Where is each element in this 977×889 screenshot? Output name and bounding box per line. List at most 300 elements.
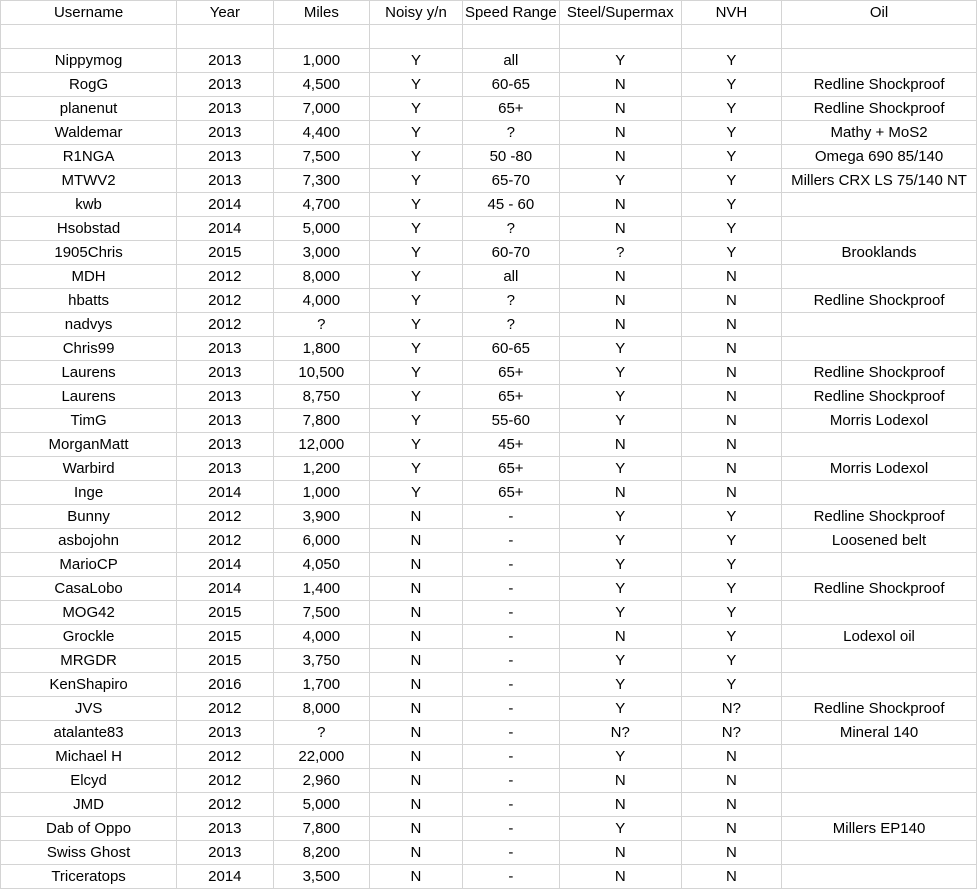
steel-supermax-cell[interactable]: ? [559,241,681,265]
noisy-cell[interactable]: N [370,721,463,745]
miles-cell[interactable]: 1,800 [273,337,370,361]
miles-cell[interactable]: 3,750 [273,649,370,673]
steel-supermax-cell[interactable]: Y [559,49,681,73]
nvh-cell[interactable]: N [681,385,781,409]
noisy-cell[interactable]: N [370,841,463,865]
speed-range-cell[interactable]: - [462,577,559,601]
year-cell[interactable]: 2015 [177,601,273,625]
nvh-cell[interactable]: Y [681,577,781,601]
year-cell[interactable]: 2012 [177,529,273,553]
noisy-cell[interactable]: Y [370,289,463,313]
oil-cell[interactable]: Redline Shockproof [782,697,977,721]
nvh-cell[interactable]: N [681,433,781,457]
username-cell[interactable]: Elcyd [1,769,177,793]
year-cell[interactable]: 2014 [177,553,273,577]
year-cell[interactable]: 2013 [177,841,273,865]
speed-range-cell[interactable]: 45+ [462,433,559,457]
nvh-cell[interactable]: N [681,817,781,841]
noisy-cell[interactable]: N [370,625,463,649]
oil-cell[interactable] [782,769,977,793]
username-cell[interactable]: Michael H [1,745,177,769]
nvh-cell[interactable]: N [681,481,781,505]
noisy-cell[interactable]: Y [370,145,463,169]
steel-supermax-cell[interactable]: Y [559,673,681,697]
steel-supermax-cell[interactable]: Y [559,169,681,193]
year-cell[interactable]: 2012 [177,697,273,721]
steel-supermax-cell[interactable]: Y [559,457,681,481]
year-cell[interactable]: 2014 [177,217,273,241]
steel-supermax-cell[interactable]: N [559,217,681,241]
username-cell[interactable]: MarioCP [1,553,177,577]
username-cell[interactable]: TimG [1,409,177,433]
speed-range-cell[interactable]: - [462,721,559,745]
username-cell[interactable]: planenut [1,97,177,121]
steel-supermax-cell[interactable]: Y [559,505,681,529]
header-steel-supermax[interactable]: Steel/Supermax [559,1,681,25]
steel-supermax-cell[interactable] [559,25,681,49]
oil-cell[interactable]: Brooklands [782,241,977,265]
speed-range-cell[interactable]: - [462,673,559,697]
steel-supermax-cell[interactable]: Y [559,577,681,601]
miles-cell[interactable]: 1,200 [273,457,370,481]
noisy-cell[interactable]: N [370,601,463,625]
noisy-cell[interactable]: Y [370,313,463,337]
year-cell[interactable]: 2013 [177,721,273,745]
oil-cell[interactable]: Redline Shockproof [782,577,977,601]
steel-supermax-cell[interactable]: N [559,97,681,121]
oil-cell[interactable]: Millers CRX LS 75/140 NT [782,169,977,193]
oil-cell[interactable]: Redline Shockproof [782,505,977,529]
oil-cell[interactable] [782,25,977,49]
year-cell[interactable]: 2013 [177,457,273,481]
year-cell[interactable]: 2012 [177,313,273,337]
oil-cell[interactable] [782,433,977,457]
username-cell[interactable]: Bunny [1,505,177,529]
username-cell[interactable]: MorganMatt [1,433,177,457]
steel-supermax-cell[interactable]: N [559,481,681,505]
steel-supermax-cell[interactable]: Y [559,553,681,577]
speed-range-cell[interactable]: - [462,505,559,529]
header-speed-range[interactable]: Speed Range [462,1,559,25]
miles-cell[interactable]: 7,300 [273,169,370,193]
oil-cell[interactable]: Lodexol oil [782,625,977,649]
year-cell[interactable]: 2014 [177,865,273,889]
username-cell[interactable]: Grockle [1,625,177,649]
nvh-cell[interactable]: Y [681,169,781,193]
username-cell[interactable]: asbojohn [1,529,177,553]
miles-cell[interactable]: ? [273,313,370,337]
header-nvh[interactable]: NVH [681,1,781,25]
oil-cell[interactable] [782,673,977,697]
speed-range-cell[interactable]: - [462,625,559,649]
noisy-cell[interactable]: Y [370,337,463,361]
noisy-cell[interactable]: Y [370,385,463,409]
steel-supermax-cell[interactable]: Y [559,601,681,625]
noisy-cell[interactable]: Y [370,409,463,433]
speed-range-cell[interactable]: 65+ [462,97,559,121]
miles-cell[interactable]: 1,000 [273,49,370,73]
noisy-cell[interactable]: Y [370,169,463,193]
username-cell[interactable]: Swiss Ghost [1,841,177,865]
year-cell[interactable]: 2013 [177,433,273,457]
nvh-cell[interactable]: N? [681,721,781,745]
steel-supermax-cell[interactable]: N [559,625,681,649]
miles-cell[interactable]: 5,000 [273,793,370,817]
speed-range-cell[interactable]: all [462,265,559,289]
nvh-cell[interactable]: N [681,745,781,769]
year-cell[interactable]: 2012 [177,745,273,769]
year-cell[interactable]: 2013 [177,121,273,145]
steel-supermax-cell[interactable]: N [559,841,681,865]
steel-supermax-cell[interactable]: Y [559,337,681,361]
noisy-cell[interactable]: Y [370,265,463,289]
oil-cell[interactable] [782,193,977,217]
year-cell[interactable]: 2013 [177,361,273,385]
username-cell[interactable]: Inge [1,481,177,505]
speed-range-cell[interactable]: - [462,769,559,793]
noisy-cell[interactable]: N [370,865,463,889]
nvh-cell[interactable]: Y [681,241,781,265]
oil-cell[interactable] [782,865,977,889]
nvh-cell[interactable]: N [681,361,781,385]
nvh-cell[interactable] [681,25,781,49]
miles-cell[interactable]: 8,000 [273,265,370,289]
speed-range-cell[interactable]: - [462,553,559,577]
miles-cell[interactable]: 22,000 [273,745,370,769]
year-cell[interactable]: 2014 [177,193,273,217]
year-cell[interactable]: 2013 [177,145,273,169]
username-cell[interactable] [1,25,177,49]
oil-cell[interactable]: Morris Lodexol [782,409,977,433]
nvh-cell[interactable]: Y [681,529,781,553]
year-cell[interactable]: 2014 [177,577,273,601]
nvh-cell[interactable]: Y [681,121,781,145]
speed-range-cell[interactable]: 55-60 [462,409,559,433]
nvh-cell[interactable]: N [681,337,781,361]
noisy-cell[interactable]: N [370,505,463,529]
year-cell[interactable]: 2013 [177,409,273,433]
miles-cell[interactable]: 10,500 [273,361,370,385]
noisy-cell[interactable]: N [370,553,463,577]
speed-range-cell[interactable]: 60-65 [462,337,559,361]
miles-cell[interactable]: 6,000 [273,529,370,553]
username-cell[interactable]: nadvys [1,313,177,337]
nvh-cell[interactable]: N [681,289,781,313]
miles-cell[interactable] [273,25,370,49]
oil-cell[interactable]: Morris Lodexol [782,457,977,481]
noisy-cell[interactable]: Y [370,73,463,97]
table-row [1,121,977,145]
nvh-cell[interactable]: Y [681,505,781,529]
miles-cell[interactable]: 3,500 [273,865,370,889]
year-cell[interactable]: 2013 [177,49,273,73]
noisy-cell[interactable]: N [370,817,463,841]
miles-cell[interactable]: 3,900 [273,505,370,529]
nvh-cell[interactable]: N [681,793,781,817]
steel-supermax-cell[interactable]: N [559,193,681,217]
steel-supermax-cell[interactable]: N [559,313,681,337]
miles-cell[interactable]: 5,000 [273,217,370,241]
speed-range-cell[interactable]: 65+ [462,385,559,409]
noisy-cell[interactable]: Y [370,361,463,385]
header-miles[interactable]: Miles [273,1,370,25]
steel-supermax-cell[interactable]: N [559,265,681,289]
nvh-cell[interactable]: Y [681,217,781,241]
username-cell[interactable]: RogG [1,73,177,97]
miles-cell[interactable]: 8,000 [273,697,370,721]
steel-supermax-cell[interactable]: N [559,769,681,793]
miles-cell[interactable]: 7,800 [273,817,370,841]
username-cell[interactable]: KenShapiro [1,673,177,697]
year-cell[interactable]: 2016 [177,673,273,697]
speed-range-cell[interactable]: - [462,529,559,553]
noisy-cell[interactable]: Y [370,121,463,145]
speed-range-cell[interactable]: 60-65 [462,73,559,97]
noisy-cell[interactable]: Y [370,217,463,241]
oil-cell[interactable]: Redline Shockproof [782,289,977,313]
steel-supermax-cell[interactable]: Y [559,649,681,673]
noisy-cell[interactable]: N [370,577,463,601]
steel-supermax-cell[interactable]: N [559,121,681,145]
username-cell[interactable]: Waldemar [1,121,177,145]
noisy-cell[interactable]: N [370,793,463,817]
username-cell[interactable]: kwb [1,193,177,217]
year-cell[interactable]: 2013 [177,73,273,97]
nvh-cell[interactable]: Y [681,601,781,625]
miles-cell[interactable]: 8,750 [273,385,370,409]
miles-cell[interactable]: 7,500 [273,145,370,169]
nvh-cell[interactable]: Y [681,97,781,121]
noisy-cell[interactable]: Y [370,481,463,505]
table-row [1,73,977,97]
steel-supermax-cell[interactable]: Y [559,745,681,769]
noisy-cell[interactable]: N [370,649,463,673]
year-cell[interactable]: 2013 [177,337,273,361]
steel-supermax-cell[interactable]: Y [559,817,681,841]
year-cell[interactable] [177,25,273,49]
oil-cell[interactable]: Mathy + MoS2 [782,121,977,145]
year-cell[interactable]: 2014 [177,481,273,505]
miles-cell[interactable]: 7,500 [273,601,370,625]
oil-cell[interactable]: Omega 690 85/140 [782,145,977,169]
username-cell[interactable]: CasaLobo [1,577,177,601]
miles-cell[interactable]: 4,000 [273,289,370,313]
miles-cell[interactable]: 7,800 [273,409,370,433]
noisy-cell[interactable]: Y [370,49,463,73]
year-cell[interactable]: 2012 [177,289,273,313]
speed-range-cell[interactable]: - [462,841,559,865]
miles-cell[interactable]: 4,400 [273,121,370,145]
nvh-cell[interactable]: Y [681,145,781,169]
oil-cell[interactable]: Redline Shockproof [782,361,977,385]
noisy-cell[interactable]: N [370,745,463,769]
speed-range-cell[interactable]: 65+ [462,361,559,385]
speed-range-cell[interactable]: 45 - 60 [462,193,559,217]
username-cell[interactable]: Laurens [1,385,177,409]
oil-cell[interactable] [782,217,977,241]
miles-cell[interactable]: 4,500 [273,73,370,97]
username-cell[interactable]: Hsobstad [1,217,177,241]
noisy-cell[interactable]: Y [370,457,463,481]
username-cell[interactable]: atalante83 [1,721,177,745]
username-cell[interactable]: Laurens [1,361,177,385]
oil-cell[interactable] [782,265,977,289]
username-cell[interactable]: hbatts [1,289,177,313]
steel-supermax-cell[interactable]: N [559,73,681,97]
speed-range-cell[interactable]: - [462,817,559,841]
speed-range-cell[interactable]: 60-70 [462,241,559,265]
oil-cell[interactable] [782,49,977,73]
speed-range-cell[interactable]: ? [462,313,559,337]
speed-range-cell[interactable]: 65+ [462,457,559,481]
username-cell[interactable]: MOG42 [1,601,177,625]
steel-supermax-cell[interactable]: Y [559,385,681,409]
oil-cell[interactable] [782,337,977,361]
speed-range-cell[interactable]: - [462,745,559,769]
steel-supermax-cell[interactable]: N [559,865,681,889]
nvh-cell[interactable]: N [681,841,781,865]
table-row [1,193,977,217]
speed-range-cell[interactable]: - [462,793,559,817]
table-row [1,841,977,865]
username-cell[interactable]: JVS [1,697,177,721]
speed-range-cell[interactable]: ? [462,217,559,241]
year-cell[interactable]: 2015 [177,649,273,673]
username-cell[interactable]: 1905Chris [1,241,177,265]
header-year[interactable]: Year [177,1,273,25]
oil-cell[interactable] [782,793,977,817]
steel-supermax-cell[interactable]: N [559,289,681,313]
steel-supermax-cell[interactable]: Y [559,409,681,433]
username-cell[interactable]: JMD [1,793,177,817]
year-cell[interactable]: 2015 [177,625,273,649]
header-username[interactable]: Username [1,1,177,25]
noisy-cell[interactable]: N [370,769,463,793]
nvh-cell[interactable]: N [681,409,781,433]
noisy-cell[interactable]: N [370,697,463,721]
steel-supermax-cell[interactable]: N [559,793,681,817]
steel-supermax-cell[interactable]: N [559,433,681,457]
speed-range-cell[interactable]: 50 -80 [462,145,559,169]
speed-range-cell[interactable]: 65+ [462,481,559,505]
steel-supermax-cell[interactable]: Y [559,361,681,385]
speed-range-cell[interactable]: - [462,697,559,721]
oil-cell[interactable] [782,553,977,577]
nvh-cell[interactable]: N [681,769,781,793]
nvh-cell[interactable]: N [681,313,781,337]
oil-cell[interactable]: Redline Shockproof [782,73,977,97]
nvh-cell[interactable]: Y [681,49,781,73]
noisy-cell[interactable]: Y [370,433,463,457]
speed-range-cell[interactable]: - [462,601,559,625]
nvh-cell[interactable]: Y [681,649,781,673]
nvh-cell[interactable]: N? [681,697,781,721]
oil-cell[interactable]: Loosened belt [782,529,977,553]
miles-cell[interactable]: 4,050 [273,553,370,577]
oil-cell[interactable] [782,313,977,337]
miles-cell[interactable]: 7,000 [273,97,370,121]
username-cell[interactable]: Warbird [1,457,177,481]
noisy-cell[interactable]: Y [370,241,463,265]
miles-cell[interactable]: 3,000 [273,241,370,265]
oil-cell[interactable] [782,601,977,625]
miles-cell[interactable]: 8,200 [273,841,370,865]
header-oil[interactable]: Oil [782,1,977,25]
steel-supermax-cell[interactable]: Y [559,529,681,553]
nvh-cell[interactable]: Y [681,553,781,577]
noisy-cell[interactable]: N [370,673,463,697]
oil-cell[interactable]: Redline Shockproof [782,97,977,121]
username-cell[interactable]: Triceratops [1,865,177,889]
nvh-cell[interactable]: N [681,265,781,289]
oil-cell[interactable] [782,841,977,865]
steel-supermax-cell[interactable]: N? [559,721,681,745]
oil-cell[interactable] [782,649,977,673]
miles-cell[interactable]: 1,000 [273,481,370,505]
year-cell[interactable]: 2012 [177,505,273,529]
username-cell[interactable]: R1NGA [1,145,177,169]
miles-cell[interactable]: 1,700 [273,673,370,697]
nvh-cell[interactable]: Y [681,193,781,217]
miles-cell[interactable]: 1,400 [273,577,370,601]
year-cell[interactable]: 2012 [177,265,273,289]
speed-range-cell[interactable]: all [462,49,559,73]
year-cell[interactable]: 2013 [177,97,273,121]
speed-range-cell[interactable] [462,25,559,49]
year-cell[interactable]: 2013 [177,817,273,841]
speed-range-cell[interactable]: ? [462,289,559,313]
noisy-cell[interactable]: Y [370,193,463,217]
steel-supermax-cell[interactable]: Y [559,697,681,721]
username-cell[interactable]: MRGDR [1,649,177,673]
nvh-cell[interactable]: Y [681,625,781,649]
username-cell[interactable]: Chris99 [1,337,177,361]
miles-cell[interactable]: 12,000 [273,433,370,457]
year-cell[interactable]: 2013 [177,169,273,193]
year-cell[interactable]: 2013 [177,385,273,409]
miles-cell[interactable]: 4,000 [273,625,370,649]
noisy-cell[interactable] [370,25,463,49]
speed-range-cell[interactable]: - [462,649,559,673]
nvh-cell[interactable]: N [681,865,781,889]
username-cell[interactable]: Dab of Oppo [1,817,177,841]
username-cell[interactable]: Nippymog [1,49,177,73]
noisy-cell[interactable]: Y [370,97,463,121]
year-cell[interactable]: 2012 [177,769,273,793]
miles-cell[interactable]: 2,960 [273,769,370,793]
miles-cell[interactable]: ? [273,721,370,745]
oil-cell[interactable]: Redline Shockproof [782,385,977,409]
username-cell[interactable]: MDH [1,265,177,289]
speed-range-cell[interactable]: - [462,865,559,889]
oil-cell[interactable] [782,481,977,505]
nvh-cell[interactable]: Y [681,673,781,697]
noisy-cell[interactable]: N [370,529,463,553]
year-cell[interactable]: 2012 [177,793,273,817]
oil-cell[interactable]: Millers EP140 [782,817,977,841]
speed-range-cell[interactable]: ? [462,121,559,145]
oil-cell[interactable] [782,745,977,769]
username-cell[interactable]: MTWV2 [1,169,177,193]
steel-supermax-cell[interactable]: N [559,145,681,169]
nvh-cell[interactable]: N [681,457,781,481]
nvh-cell[interactable]: Y [681,73,781,97]
speed-range-cell[interactable]: 65-70 [462,169,559,193]
miles-cell[interactable]: 4,700 [273,193,370,217]
header-noisy[interactable]: Noisy y/n [370,1,463,25]
oil-cell[interactable]: Mineral 140 [782,721,977,745]
year-cell[interactable]: 2015 [177,241,273,265]
